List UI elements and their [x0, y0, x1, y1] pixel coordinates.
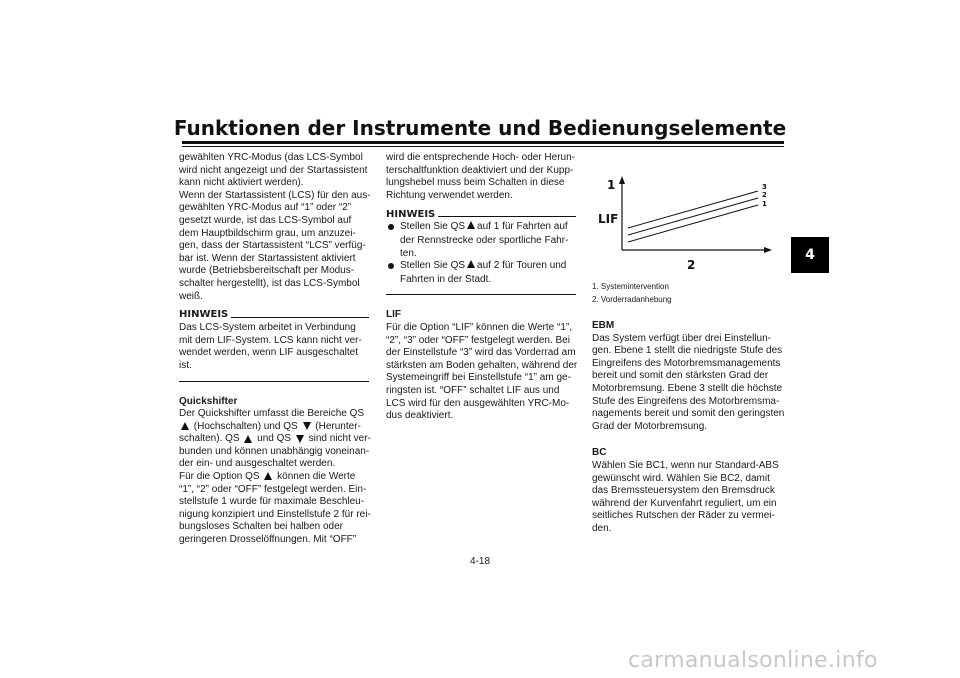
text-line: gen, dass der Startassistent “LCS” verfüg-: [179, 240, 366, 252]
text-line: schalter hergestellt), ist das LCS-Symbol: [179, 277, 360, 289]
triangle-down-icon: [296, 435, 304, 443]
section-heading-quickshifter: Quickshifter: [179, 395, 238, 407]
text-line: nigung konzipiert und Einstellstufe 2 für rei-: [179, 508, 371, 520]
triangle-up-icon: [467, 221, 475, 229]
lif-diagram: [592, 172, 782, 277]
text-line: bar ist. Wenn der Startassistent aktiviert: [179, 252, 356, 264]
text-line: seitliches Rutschen der Räder zu vermei-: [592, 510, 775, 522]
bullet-icon: [388, 224, 394, 230]
text-line: wird die entsprechende Hoch- oder Herun-: [386, 152, 575, 163]
page-number: 4-18: [469, 556, 490, 567]
column-2: [386, 152, 576, 423]
text-line: Wählen Sie BC1, wenn nur Standard-ABS: [592, 459, 779, 471]
text-line: Stufe des Eingreifens des Motorbremsma-: [592, 395, 780, 407]
text-line: der Einstellstufe “3” wird das Vorderrad am: [386, 347, 576, 359]
text-line: bereit und somit den stärksten Grad der: [592, 370, 769, 382]
text-line: während der Kurvenfahrt reguliert, um ein: [592, 497, 777, 509]
text-line: dus deaktiviert.: [386, 410, 454, 422]
bullet-item-cont: ten.: [400, 247, 417, 259]
note-line: Das LCS-System arbeitet in Verbindung: [179, 322, 356, 334]
text-line: gewählten YRC-Modus (das LCS-Symbol: [179, 152, 363, 163]
figure-caption: [592, 280, 672, 306]
text-line: Für die Option “LIF” können die Werte “1”,: [386, 321, 573, 333]
text-line: weiß.: [179, 290, 203, 302]
text-line: wurde (Betriebsbereitschaft per Modus-: [179, 265, 355, 277]
text-line: den.: [592, 522, 612, 534]
chapter-tab[interactable]: 4: [791, 237, 829, 273]
header-rule: [182, 141, 784, 144]
text-line: der ein- und ausgeschaltet werden.: [179, 458, 336, 470]
section-heading-lif: LIF: [386, 309, 401, 321]
text-line: dem Hauptbildschirm grau, um anzuzei-: [179, 227, 356, 239]
note-heading: HINWEIS: [386, 208, 576, 221]
column-1: [179, 152, 369, 547]
text-line: Richtung verwendet werden.: [386, 189, 513, 201]
note-line: ist.: [179, 359, 192, 371]
curve-1: [628, 205, 758, 242]
triangle-up-icon: [244, 435, 252, 443]
text-line: Der Quickshifter umfasst die Bereiche QS: [179, 408, 365, 420]
triangle-down-icon: [303, 422, 311, 430]
text-line: bungsloses Schalten bei halben oder: [179, 521, 344, 533]
bullet-item-cont: der Rennstrecke oder sportliche Fahr-: [400, 234, 569, 246]
text-line: wird nicht angezeigt und der Startassistent: [179, 164, 368, 176]
bullet-item-cont: Fahrten in der Stadt.: [400, 273, 492, 285]
note-heading: HINWEIS: [179, 309, 369, 322]
text-line: LCS wird für den ausgewählten YRC-Mo-: [386, 397, 570, 409]
text-line: stärksten am Boden gehalten, während der: [386, 359, 578, 371]
bullet-item: Stellen Sie QS auf 2 für Touren und: [386, 260, 576, 274]
text-line: lungshebel muss beim Schalten in diese: [386, 177, 565, 189]
header-rule-thin: [182, 146, 784, 147]
axis-x-marker: 2: [687, 258, 696, 272]
axis-y-marker: 1: [607, 178, 616, 192]
text-line: stellstufe 1 wurde für maximale Beschleu-: [179, 496, 365, 508]
watermark: carmanualsonline.info: [628, 648, 878, 673]
text-line: “1”, “2” oder “OFF” festgelegt werden. Ein-: [179, 483, 367, 495]
section-heading-ebm: EBM: [592, 320, 615, 331]
text-line: kann nicht aktiviert werden).: [179, 177, 304, 189]
text-line: gesetzt wurde, ist das LCS-Symbol auf: [179, 214, 352, 226]
text-line: terschaltfunktion deaktiviert und der Kupp-: [386, 164, 574, 176]
text-line: Grad der Motorbremsung.: [592, 420, 708, 432]
text-line: “2”, “3” oder “OFF” festgelegt werden. Bei: [386, 334, 570, 346]
triangle-up-icon: [467, 260, 475, 268]
text-line: Eingreifens des Motorbremsmanagements: [592, 357, 781, 369]
line-label-3: 3: [762, 183, 767, 191]
text-line: Für die Option QS können die Werte: [179, 471, 356, 483]
text-line: das Bremssteuersystem den Bremsdruck: [592, 485, 775, 497]
note-line: wendet werden, wenn LIF ausgeschaltet: [179, 347, 358, 359]
line-label-2: 2: [762, 191, 767, 199]
text-line: Systemeingriff bei Einstellstufe “1” am ge-: [386, 372, 571, 384]
text-line: bunden und können unabhängig voneinan-: [179, 445, 370, 457]
text-line: gewählten YRC-Modus auf “1” oder “2”: [179, 202, 352, 214]
text-line: Wenn der Startassistent (LCS) für den aus-: [179, 189, 371, 201]
line-label-1: 1: [762, 200, 767, 208]
text-line: gewünscht wird. Wählen Sie BC2, damit: [592, 472, 770, 484]
bullet-item: Stellen Sie QS auf 1 für Fahrten auf: [386, 221, 576, 235]
x-axis-arrow-icon: [764, 247, 772, 253]
text-line: nagements bereit und somit den geringsten: [592, 408, 785, 420]
triangle-up-icon: [264, 472, 272, 480]
section-heading-bc: BC: [592, 447, 607, 459]
text-line: (Hochschalten) und QS (Herunter-: [179, 421, 369, 434]
text-line: geringeren Drosselöffnungen. Mit “OFF”: [179, 534, 357, 546]
y-axis-arrow-icon: [619, 176, 625, 184]
text-line: gen. Ebene 1 stellt die niedrigste Stufe des: [592, 345, 783, 357]
lif-label: LIF: [598, 212, 619, 226]
text-line: ringsten ist. “OFF” schaltet LIF aus und: [386, 384, 560, 396]
column-3: [592, 320, 785, 536]
caption-line: 2. Vorderradanhebung: [592, 295, 672, 304]
text-line: schalten). QS und QS sind nicht ver-: [179, 433, 371, 445]
caption-line: 1. Systemintervention: [592, 282, 669, 291]
note-line: mit dem LIF-System. LCS kann nicht ver-: [179, 334, 362, 346]
bullet-icon: [388, 263, 394, 269]
curve-3: [628, 191, 758, 228]
text-line: Das System verfügt über drei Einstellun-: [592, 332, 771, 344]
curve-2: [628, 198, 758, 235]
triangle-up-icon: [181, 422, 189, 430]
text-line: Motorbremsung. Ebene 3 stellt die höchste: [592, 382, 783, 394]
page-title: Funktionen der Instrumente und Bedienungselemente: [173, 116, 787, 140]
